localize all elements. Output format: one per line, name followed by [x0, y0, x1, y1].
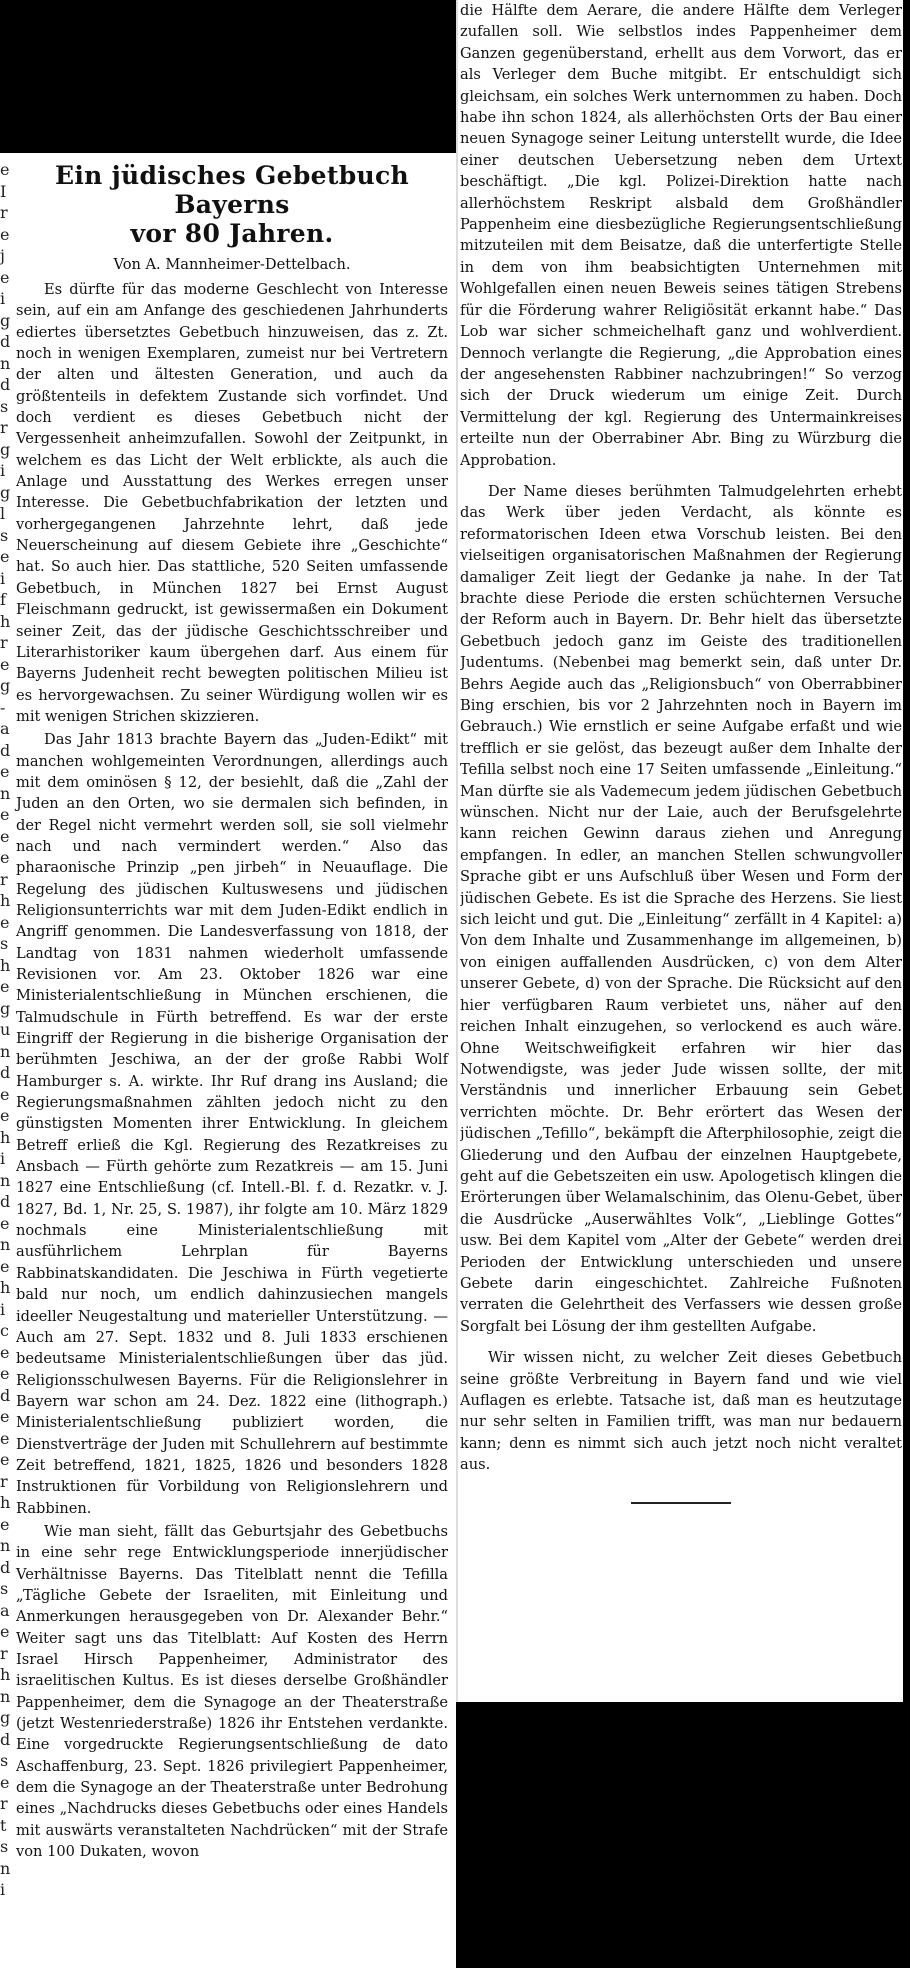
adjacent-column-bleed: [0, 153, 16, 1968]
bleed-fragment: e: [0, 1256, 10, 1276]
byline: Von A. Mannheimer-Dettelbach.: [113, 256, 351, 273]
paragraph-3-continued: die Hälfte dem Aerare, die andere Hälfte dem Verleger zufallen soll. Wie selbstlos indes Pappenheimer dem Ganzen gegenüberstand, erhellt aus dem Vorwort, das er als Verleger dem Buche mitgibt. Er entschuldigt sich gleichsam, ein solches Werk unternommen zu haben. Doch habe ihn schon 1824, als allerhöchsten Orts der Bau einer neuen Synagoge seiner Leitung unterstellt wurde, die Idee einer deutschen Uebersetzung neben dem Urtext beschäftigt. „Die kgl. Polizei-Direktion hatte nach allerhöchstem Reskript alsbald dem Großhändler Pappenheim eine diesbezügliche Regierungsentschließung mitzuteilen mit dem Beisatze, daß die unterfertigte Stelle in dem von ihm beabsichtigten Unternehmen mit Wohlgefallen einen neuen Beweis seines tätigen Strebens für die Förderung wahrer Religiösität erkannt habe.“ Das Lob war sicher schmeichelhaft ganz und wohlverdient. Dennoch verlangte die Regierung, „die Approbation eines der angesehensten Rabbiner nachzubringen!“ So verzog sich der Druck wiederum um einige Zeit. Durch Vermittelung der kgl. Regierung des Untermainkreises erteilte nun der Oberrabiner Abr. Bing zu Würzburg die Approbation.: [460, 2, 902, 469]
paragraph-2: Das Jahr 1813 brachte Bayern das „Juden-Edikt“ mit manchen wohlgemeinten Verordnungen, allerdings auch mit dem ominösen § 12, der besiehlt, daß die „Zahl der Juden an den Orten, wo sie dermalen sich befinden, in der Regel nicht vermehrt werden soll, sie soll vielmehr nach und nach vermindert werden.“ Also das pharaonische Prinzip „pen jirbeh“ in Neuauflage. Die Regelung des jüdischen Kultuswesens und jüdischen Religionsunterrichts war mit dem Juden-Edikt endlich in Angriff genommen. Die Landesverfassung von 1818, der Landtag von 1831 nahmen wiederholt umfassende Revisionen vor. Am 23. Oktober 1826 war eine Ministerialentschließung in München erschienen, die Talmudschule in Fürth betreffend. Es war der erste Eingriff der Regierung in die bisherige Organisation der berühmten Jeschiwa, an der der große Rabbi Wolf Hamburger s. A. wirkte. Ihr Ruf drang ins Ausland; die Regierungsmaßnahmen zählten jedoch nicht zu den günstigsten Momenten ihrer Entwicklung. In gleichem Betreff erließ die Kgl. Regierung des Rezatkreises zu Ansbach — Fürth gehörte zum Rezatkreis — am 15. Juni 1827 eine Entschließung (cf. Intell.-Bl. f. d. Rezatkr. v. J. 1827, Bd. 1, Nr. 25, S. 1987), ihr folgte am 10. März 1829 nochmals eine Ministerialentschließung mit ausführlichem Lehrplan für Bayerns Rabbinatskandidaten. Die Jeschiwa in Fürth vegetierte bald nur noch, um endlich dahinzusiechen mangels ideeller Neugestaltung und materieller Unterstützung. — Auch am 27. Sept. 1832 und 8. Juli 1833 erschienen bedeutsame Ministerialentschließungen über das jüd. Religionsschulwesen Bayerns. Für die Religionslehrer in Bayern war schon am 24. Dez. 1822 eine (lithograph.) Ministerialentschließung publiziert worden, die Dienstverträge der Juden mit Schullehrern auf bestimmte Zeit betreffend, 1821, 1825, 1826 und besonders 1828 Instruktionen für Vorbildung von Religionslehrern und Rabbinen.: [16, 731, 448, 1517]
bleed-fragment: r: [0, 203, 8, 222]
bleed-fragment: j: [0, 246, 5, 265]
bleed-fragment: s: [0, 525, 9, 545]
bleed-fragment: e: [0, 977, 10, 996]
bleed-fragment: n: [0, 1686, 11, 1706]
bleed-fragment: e: [0, 1772, 10, 1792]
bleed-fragment: g: [0, 310, 11, 330]
bleed-fragment: g: [0, 998, 11, 1018]
bleed-fragment: e: [0, 1106, 10, 1125]
bleed-fragment: e: [0, 848, 10, 867]
bleed-fragment: n: [0, 353, 11, 373]
bleed-fragment: d: [0, 375, 11, 394]
bleed-fragment: g: [0, 1708, 11, 1727]
bleed-fragment: e: [0, 1407, 10, 1426]
bleed-fragment: d: [0, 1063, 11, 1082]
article-headline: [16, 161, 448, 248]
bleed-fragment: I: [0, 181, 7, 201]
bleed-fragment: h: [0, 1278, 11, 1297]
bleed-fragment: e: [0, 1450, 10, 1469]
bleed-fragment: r: [0, 633, 8, 652]
bleed-fragment: h: [0, 955, 11, 975]
bleed-fragment: s: [0, 934, 9, 953]
bleed-fragment: -: [0, 697, 6, 717]
bleed-fragment: d: [0, 332, 11, 351]
bleed-fragment: h: [0, 1665, 11, 1684]
paragraph-1: Es dürfte für das moderne Geschlecht von Interesse sein, auf ein am Anfange des geschiedenen Jahrhunderts ediertes übersetztes Gebetbuch hinzuweisen, das z. Zt. noch in wenigen Exemplaren, zumeist nur bei Vertretern der alten und ältesten Generation, und auch da größtenteils in defektem Zustande sich vorfindet. Und doch verdient es dieses Gebetbuch nicht der Vergessenheit anheimzufallen. Sowohl der Zeitpunkt, in welchem es das Licht der Welt erblickte, als auch die Anlage und Ausstattung des Werkes erregen unser Interesse. Die Gebetbuchfabrikation der letzten und vorhergegangenen Jahrzehnte lehrt, daß jede Neuerscheinung auf diesem Gebiete ihre „Geschichte“ hat. So auch hier. Das stattliche, 520 Seiten umfassende Gebetbuch, in München 1827 bei Ernst August Fleischmann gedruckt, ist gewissermaßen ein Dokument seiner Zeit, das der jüdische Geschichtsschreiber und Literarhistoriker kaum übergehen darf. Aus einem für Bayerns Judenheit recht bewegten politischen Milieu ist es hervorgewachsen. Zu seiner Würdigung wollen wir es mit wenigen Strichen skizzieren.: [16, 281, 448, 725]
headline-line-1: Ein jüdisches Gebetbuch Bayerns: [55, 161, 409, 219]
bleed-fragment: a: [0, 719, 10, 738]
bleed-fragment: e: [0, 805, 10, 824]
bleed-fragment: n: [0, 1858, 11, 1878]
bleed-fragment: d: [0, 1385, 11, 1405]
bleed-fragment: h: [0, 891, 11, 910]
bleed-fragment: r: [0, 1471, 8, 1491]
bleed-fragment: g: [0, 482, 11, 502]
bleed-fragment: i: [0, 1299, 6, 1319]
bleed-fragment: f: [0, 590, 6, 609]
bleed-fragment: e: [0, 224, 10, 244]
bleed-fragment: i: [0, 461, 6, 480]
bleed-fragment: h: [0, 1127, 11, 1147]
bleed-fragment: r: [0, 1794, 8, 1813]
bleed-fragment: l: [0, 504, 6, 523]
bleed-fragment: e: [0, 1622, 10, 1641]
bleed-fragment: r: [0, 1643, 8, 1663]
bleed-fragment: s: [0, 1579, 9, 1598]
bleed-fragment: e: [0, 160, 10, 179]
left-column: [0, 153, 456, 1968]
bleed-fragment: c: [0, 1321, 9, 1340]
bleed-fragment: n: [0, 1235, 11, 1254]
bleed-fragment: n: [0, 1536, 11, 1555]
bleed-fragment: d: [0, 740, 11, 760]
bleed-fragment: e: [0, 762, 10, 781]
bleed-fragment: r: [0, 869, 8, 889]
bleed-fragment: e: [0, 267, 10, 287]
bleed-fragment: g: [0, 676, 11, 695]
end-of-article-rule: [631, 1502, 731, 1504]
bleed-fragment: e: [0, 1342, 10, 1362]
bleed-fragment: e: [0, 1084, 10, 1104]
bleed-fragment: i: [0, 1880, 6, 1899]
right-column-body: [460, 0, 902, 1504]
bleed-fragment: s: [0, 1837, 9, 1856]
bleed-fragment: u: [0, 1020, 11, 1039]
paragraph-3: Wie man sieht, fällt das Geburtsjahr des Gebetbuchs in eine sehr rege Entwicklungsperiode innerjüdischer Verhältnisse Bayerns. Das Titelblatt nennt die Tefilla „Tägliche Gebete der Israeliten, mit Einleitung und Anmerkungen herausgegeben von Dr. Alexander Behr.“ Weiter sagt uns das Titelblatt: Auf Kosten des Herrn Israel Hirsch Pappenheimer, Administrator des israelitischen Kultus. Es ist dieses derselbe Großhändler Pappenheimer, dem die Synagoge an der Theaterstraße (jetzt Westenriederstraße) 1826 ihr Entstehen verdankte. Eine vorgedruckte Regierungsentschließung de dato Aschaffenburg, 23. Sept. 1826 privilegiert Pappenheimer, dem die Synagoge an der Theaterstraße unter Bedrohung eines „Nachdrucks dieses Gebetbuchs oder eines Handels mit auswärts veranstalteten Nachdrücken“ mit der Strafe von 100 Dukaten, wovon: [16, 1522, 448, 1861]
bleed-fragment: h: [0, 611, 11, 631]
bleed-fragment: i: [0, 1149, 6, 1168]
bleed-fragment: a: [0, 1600, 10, 1620]
bleed-fragment: d: [0, 1192, 11, 1211]
paragraph-5: Wir wissen nicht, zu welcher Zeit dieses Gebetbuch seine größte Verbreitung in Bayern fand und wie viel Auflagen es erlebte. Tatsache ist, daß man es heutzutage nur sehr selten in Familien trifft, was man nur bedauern kann; denn es nimmt sich auch jetzt noch nicht veraltet aus.: [460, 1349, 902, 1474]
right-column: [460, 0, 902, 1702]
bleed-fragment: e: [0, 654, 10, 674]
bleed-fragment: n: [0, 1170, 11, 1190]
bleed-fragment: d: [0, 1557, 11, 1577]
bleed-fragment: n: [0, 1041, 11, 1061]
column-divider: [456, 0, 458, 1702]
bleed-fragment: s: [0, 1751, 9, 1770]
bleed-fragment: e: [0, 547, 10, 566]
paragraph-4: Der Name dieses berühmten Talmudgelehrten erhebt das Werk über jeden Verdacht, als könnte es reformatorischen Ideen etwa Vorschub leisten. Bei den vielseitigen organisatorischen Maßnahmen der Regierung damaliger Zeit liegt der Gedanke ja nahe. In der Tat brachte diese Periode die ersten schüchternen Versuche der Reform auch in Bayern. Dr. Behr hielt das übersetzte Gebetbuch jedoch ganz im Geiste des traditionellen Judentums. (Nebenbei mag bemerkt sein, daß unter Dr. Behrs Aegide auch das „Religionsbuch“ von Oberrabbiner Bing erschien, bis vor 2 Jahrzehnten noch in Bayern im Gebrauch.) Wie ernstlich er seine Aufgabe erfaßt und wie trefflich er sie gelöst, das bezeugt außer dem Inhalte der Tefilla selbst noch eine 17 Seiten umfassende „Einleitung.“ Man dürfte sie als Vademecum jedem jüdischen Gebetbuch wünschen. Nicht nur der Laie, auch der Berufsgelehrte kann reichen Gewinn daraus ziehen und Anregung empfangen. In edler, an manchen Stellen schwungvoller Sprache gibt er uns Aufschluß über Wesen und Form der jüdischen Gebete. Es ist die Sprache des Herzens. Sie liest sich leicht und gut. Die „Einleitung“ zerfällt in 4 Kapitel: a) Von dem Inhalte und Zusammenhange im allgemeinen, b) von einigen auffallenden Ausdrücken, c) von dem Alter unserer Gebete, d) von der Sprache. Die Rücksicht auf den hier verfügbaren Raum verbietet uns, näher auf den reichen Inhalt einzugehen, so verlockend es auch wäre. Ohne Weitschweifigkeit erfahren wir hier das Notwendigste, was jeder Jude wissen sollte, der mit Verständnis und innerlicher Erbauung sein Gebet verrichten möchte. Dr. Behr erörtert das Wesen der jüdischen „Tefillo“, bekämpft die Afterphilosophie, zeigt die Gliederung und den Aufbau der einzelnen Hauptgebete, geht auf die Gebetszeiten ein usw. Apologetisch klingen die Erörterungen über Welamalschinim, das Olenu-Gebet, über die Ausdrücke „Auserwähltes Volk“, „Lieblinge Gottes“ usw. Bei dem Kapitel vom „Alter der Gebete“ werden drei Perioden der Entwicklung unterschieden und unsere Gebete darin eingeschichtet. Zahlreiche Fußnoten verraten die Gelehrtheit des Verfassers wie dessen große Sorgfalt bei Lösung der ihm gestellten Aufgabe.: [460, 482, 902, 1335]
article: [16, 153, 448, 1862]
bleed-fragment: s: [0, 396, 9, 416]
bleed-fragment: t: [0, 1815, 7, 1835]
bleed-fragment: e: [0, 1428, 10, 1448]
bleed-fragment: i: [0, 568, 6, 588]
headline-line-2: vor 80 Jahren.: [130, 219, 334, 248]
bleed-fragment: h: [0, 1493, 11, 1512]
scan-black-area-top: [0, 0, 456, 153]
bleed-fragment: e: [0, 1213, 10, 1233]
scan-black-edge-right: [903, 0, 910, 1702]
bleed-fragment: g: [0, 439, 11, 459]
bleed-fragment: n: [0, 783, 11, 803]
bleed-fragment: e: [0, 826, 10, 846]
bleed-fragment: e: [0, 1364, 10, 1383]
bleed-fragment: i: [0, 289, 6, 308]
bleed-fragment: e: [0, 1514, 10, 1534]
scan-black-area-bottom: [456, 1702, 910, 1968]
bleed-fragment: r: [0, 418, 8, 437]
bleed-fragment: d: [0, 1729, 11, 1749]
bleed-fragment: e: [0, 912, 10, 932]
